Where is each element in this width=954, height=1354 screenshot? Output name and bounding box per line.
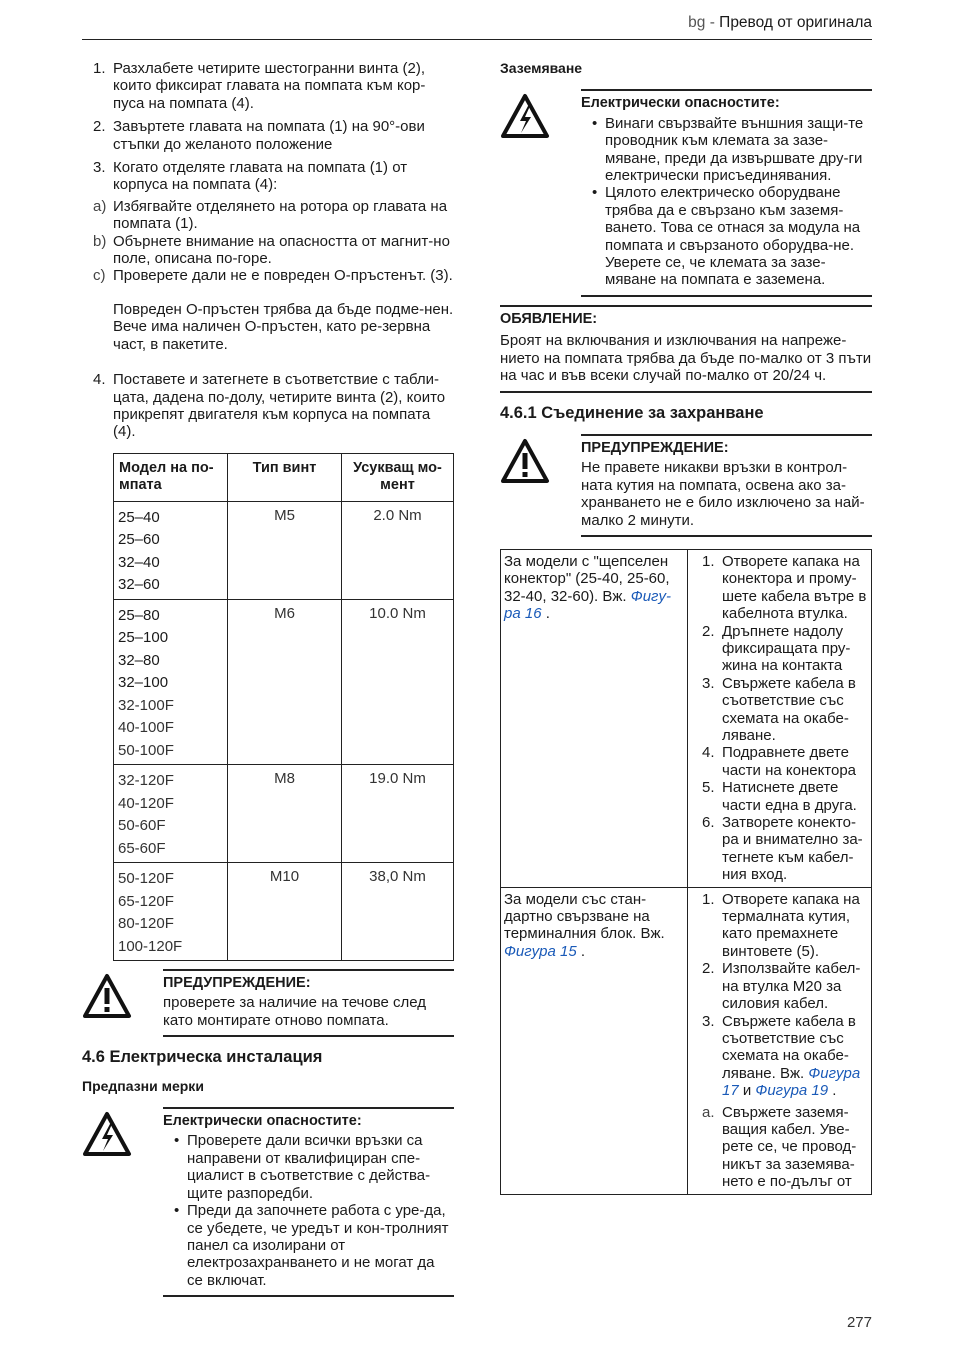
step-item bbox=[691, 779, 868, 814]
model-value: 65-60F bbox=[118, 839, 166, 857]
step-text-tail: . bbox=[828, 1082, 837, 1100]
step-number: 1. bbox=[93, 60, 106, 77]
bullet-list bbox=[163, 1132, 454, 1289]
step-item bbox=[691, 891, 868, 961]
step-text: Дръпнете надолу фиксиращата пру-жина на контакта bbox=[722, 622, 851, 675]
torque-cell: 10.0 Nm bbox=[342, 599, 454, 765]
warning-text: Не правете никакви връзки в контрол-ната кутия на помпата, освена ако за-хранването не е било изключено за най-малко 2 минути. bbox=[581, 459, 865, 529]
step-number: 1. bbox=[702, 890, 715, 908]
section-heading: 4.6.1 Съединение за захранване bbox=[500, 403, 764, 422]
step-number: 3. bbox=[702, 1012, 715, 1030]
step-item bbox=[691, 675, 868, 745]
model-value: 100-120F bbox=[118, 937, 183, 955]
step-text-conjunction: и bbox=[738, 1082, 756, 1100]
power-warning bbox=[500, 434, 872, 537]
list-item bbox=[581, 184, 872, 288]
instructions-cell bbox=[688, 549, 872, 887]
substep-letter: c) bbox=[93, 267, 106, 285]
page-number: 277 bbox=[846, 1314, 872, 1331]
step-number: 2. bbox=[93, 118, 106, 136]
step-number: 4. bbox=[93, 371, 106, 389]
model-value: 32–60 bbox=[118, 576, 160, 594]
step-number: 5. bbox=[702, 779, 715, 797]
oring-note: Повреден О-пръстен трябва да бъде подме-нен. Вече има наличен О-пръстен, като ре-зервна част, в пакетите. bbox=[113, 300, 454, 353]
connection-steps bbox=[691, 891, 868, 1100]
model-value: 50-100F bbox=[118, 741, 174, 759]
substep-item bbox=[82, 198, 454, 233]
column-header: Тип винт bbox=[228, 453, 342, 501]
connection-table bbox=[500, 549, 872, 1195]
substep-text: Свържете заземя-ващия кабел. Уве-рете се, че провод-никът за заземява-нето е по-дълъг от bbox=[722, 1103, 857, 1191]
substep-text: Избягвайте отделянето на ротора ор главата на помпата (1). bbox=[113, 197, 448, 233]
list-item bbox=[163, 1202, 454, 1289]
model-value: 40-100F bbox=[118, 719, 174, 737]
left-column bbox=[82, 60, 454, 1297]
step-item bbox=[691, 553, 868, 623]
model-cell bbox=[114, 501, 228, 599]
bullet-icon: • bbox=[174, 1132, 180, 1150]
step-item bbox=[691, 1013, 868, 1100]
assembly-step bbox=[82, 371, 454, 441]
step-text: Натиснете двете части една в друга. bbox=[722, 779, 857, 814]
step-text: Затворете конекто-ра и внимателно за-тегнете към кабел-ния вход. bbox=[722, 814, 863, 884]
grounding-hazard-block bbox=[500, 89, 872, 296]
table-row bbox=[114, 863, 454, 961]
figure-link[interactable]: Фигура 17 bbox=[722, 1064, 861, 1100]
bullet-icon: • bbox=[592, 114, 598, 132]
torque-cell: 38,0 Nm bbox=[342, 863, 454, 961]
model-value: 25–40 bbox=[118, 508, 160, 526]
substeps bbox=[82, 198, 454, 285]
subheading: Предпазни мерки bbox=[82, 1077, 204, 1094]
substep-item bbox=[82, 267, 454, 284]
header-title: Превод от оригинала bbox=[719, 14, 872, 31]
model-value: 25–80 bbox=[118, 606, 160, 624]
model-value: 32–80 bbox=[118, 651, 160, 669]
model-cell bbox=[114, 765, 228, 863]
substep-item bbox=[82, 233, 454, 268]
step-item bbox=[691, 960, 868, 1012]
table-header-row bbox=[114, 453, 454, 501]
right-column bbox=[500, 60, 872, 1195]
figure-link[interactable]: Фигура 19 bbox=[755, 1082, 829, 1100]
model-value: 40-120F bbox=[118, 794, 174, 812]
notice-title: ОБЯВЛЕНИЕ: bbox=[500, 310, 598, 327]
warning-body bbox=[581, 89, 872, 296]
step-text: Подравнете двете части на конектора bbox=[722, 744, 857, 779]
warning-body bbox=[581, 434, 872, 537]
model-value: 25–60 bbox=[118, 531, 160, 549]
substep-letter: a. bbox=[702, 1103, 715, 1121]
header-lang: bg bbox=[688, 14, 706, 31]
list-item-text: Винаги свързвайте външния защи-те проводник към клемата за зазе-мяване, преди да извършвате дру-ги електрически присъединявания. bbox=[605, 114, 864, 185]
step-number: 3. bbox=[702, 674, 715, 692]
header-text bbox=[688, 14, 872, 31]
step-item bbox=[82, 371, 454, 441]
step-text: Отворете капака на термалната кутия, като премахнете винтовете (5). bbox=[722, 890, 860, 960]
warning-body bbox=[163, 1107, 454, 1297]
list-item-text: Преди да започнете работа с уре-да, се убедете, че уредът и кон-тролният панел са изолирани от електрозахранването и не могат да се включат. bbox=[187, 1202, 449, 1289]
table-row bbox=[114, 501, 454, 599]
page-header bbox=[82, 14, 872, 40]
screw-cell: M6 bbox=[228, 599, 342, 765]
table-row bbox=[114, 599, 454, 765]
list-item bbox=[581, 115, 872, 185]
substep-letter: b) bbox=[93, 232, 107, 250]
table-row bbox=[501, 887, 872, 1194]
warning-title: Електрически опасностите: bbox=[163, 1113, 362, 1130]
step-number: 3. bbox=[93, 159, 106, 177]
list-item-text: Проверете дали всички връзки са направени от квалифициран спе-циалист в съответствие с действа-щите разпоредби. bbox=[187, 1132, 431, 1202]
model-value: 32-120F bbox=[118, 772, 174, 790]
electrical-hazard-block bbox=[82, 1107, 454, 1297]
substep-text: Обърнете внимание на опасността от магнит-но поле, описана по-горе. bbox=[113, 232, 450, 268]
screw-cell: M10 bbox=[228, 863, 342, 961]
warning-triangle-icon bbox=[500, 438, 550, 484]
model-cell bbox=[114, 599, 228, 765]
screw-cell: M5 bbox=[228, 501, 342, 599]
instructions-cell bbox=[688, 887, 872, 1194]
step-item bbox=[82, 159, 454, 194]
notice-text: Броят на включвания и изключвания на напреже-нието на помпата трябва да бъде по-малко от 3 пъти на час и във всеки случай по-малко от 20/24 ч. bbox=[500, 332, 872, 385]
list-item bbox=[163, 1132, 454, 1202]
model-description-cell bbox=[501, 549, 688, 887]
notice-box bbox=[500, 305, 872, 393]
electrical-hazard-icon bbox=[500, 93, 550, 139]
disassembly-steps bbox=[82, 60, 454, 194]
model-description-cell bbox=[501, 887, 688, 1194]
model-value: 25–100 bbox=[118, 629, 169, 647]
warning-title: Електрически опасностите: bbox=[581, 95, 780, 112]
step-number: 4. bbox=[702, 744, 715, 762]
leak-warning bbox=[82, 969, 454, 1037]
cell-text: За модели със стан-дартно свързване на терминалния блок. Вж. bbox=[504, 890, 665, 943]
section-heading: 4.6 Електрическа инсталация bbox=[82, 1048, 323, 1067]
model-value: 32–40 bbox=[118, 553, 160, 571]
model-value: 65-120F bbox=[118, 892, 174, 910]
electrical-hazard-icon bbox=[82, 1111, 132, 1157]
warning-title: ПРЕДУПРЕЖДЕНИЕ: bbox=[163, 975, 311, 992]
figure-link[interactable]: Фигу-ра 16 bbox=[504, 587, 671, 623]
figure-link[interactable]: Фигура 15 bbox=[504, 942, 577, 960]
step-item bbox=[82, 60, 454, 112]
warning-text: проверете за наличие на течове след като монтирате отново помпата. bbox=[163, 994, 427, 1029]
column-header: Усукващ мо-мент bbox=[342, 453, 454, 501]
list-item-text: Цялото електрическо оборудване трябва да е свързано към заземя-ването. Това се отнася за модула на помпата и свързаното оборудва-не. Уверете се, че клемата за зазе-мяване на помпата е заземена. bbox=[605, 184, 861, 289]
step-item bbox=[691, 814, 868, 884]
warning-body bbox=[163, 969, 454, 1037]
model-value: 80-120F bbox=[118, 915, 174, 933]
model-cell bbox=[114, 863, 228, 961]
table-row bbox=[114, 765, 454, 863]
step-text: Свържете кабела в съответствие със схемата на окабе-ляване. bbox=[722, 674, 856, 744]
torque-cell: 2.0 Nm bbox=[342, 501, 454, 599]
step-text: Разхлабете четирите шестогранни винта (2), които фиксират главата на помпата към кор-пуса на помпата (4). bbox=[113, 60, 426, 112]
connection-steps bbox=[691, 553, 868, 884]
warning-title: ПРЕДУПРЕЖДЕНИЕ: bbox=[581, 439, 729, 456]
model-value: 50-60F bbox=[118, 817, 166, 835]
bullet-icon: • bbox=[592, 184, 598, 202]
bullet-list bbox=[581, 115, 872, 289]
step-item bbox=[691, 623, 868, 675]
substep-letter: a) bbox=[93, 197, 107, 215]
column-header: Модел на по-мпата bbox=[114, 453, 228, 501]
substep-item bbox=[691, 1104, 868, 1191]
step-number: 2. bbox=[702, 622, 715, 640]
subheading: Заземяване bbox=[500, 60, 583, 76]
step-text: Поставете и затегнете в съответствие с табли-цата, дадена по-долу, четирите винта (2), които прикрепят двигателя към корпуса на помпата (4). bbox=[113, 371, 446, 441]
step-number: 1. bbox=[702, 552, 715, 570]
header-separator: - bbox=[705, 14, 720, 31]
step-item bbox=[82, 118, 454, 153]
warning-triangle-icon bbox=[82, 973, 132, 1019]
step-text: Завъртете главата на помпата (1) на 90°-ови стъпки до желаното положение bbox=[113, 118, 425, 153]
step-text: Свържете кабела в съответствие със схемата на окабе-ляване. Вж. bbox=[722, 1012, 856, 1082]
cell-text-tail: . bbox=[576, 942, 586, 960]
torque-cell: 19.0 Nm bbox=[342, 765, 454, 863]
cell-text-tail: . bbox=[541, 605, 550, 623]
step-item bbox=[691, 744, 868, 779]
torque-table bbox=[113, 453, 454, 961]
model-value: 50-120F bbox=[118, 870, 174, 888]
model-value: 32–100 bbox=[118, 674, 169, 692]
step-text: Използвайте кабел-на втулка M20 за силовия кабел. bbox=[722, 960, 861, 1013]
step-number: 2. bbox=[702, 960, 715, 978]
model-value: 32-100F bbox=[118, 696, 174, 714]
table-row bbox=[501, 549, 872, 887]
bullet-icon: • bbox=[174, 1202, 180, 1220]
step-text: Когато отделяте главата на помпата (1) от корпуса на помпата (4): bbox=[113, 159, 408, 194]
cell-text: За модели с "щепселен конектор" (25-40, 25-60, 32-40, 32-60). Вж. bbox=[504, 552, 670, 605]
step-text: Отворете капака на конектора и прому-шете кабела вътре в кабелнота втулка. bbox=[722, 552, 867, 623]
step-number: 6. bbox=[702, 814, 715, 832]
substeps bbox=[691, 1104, 868, 1191]
screw-cell: M8 bbox=[228, 765, 342, 863]
substep-text: Проверете дали не е повреден О-пръстенът. (3). bbox=[113, 267, 453, 285]
